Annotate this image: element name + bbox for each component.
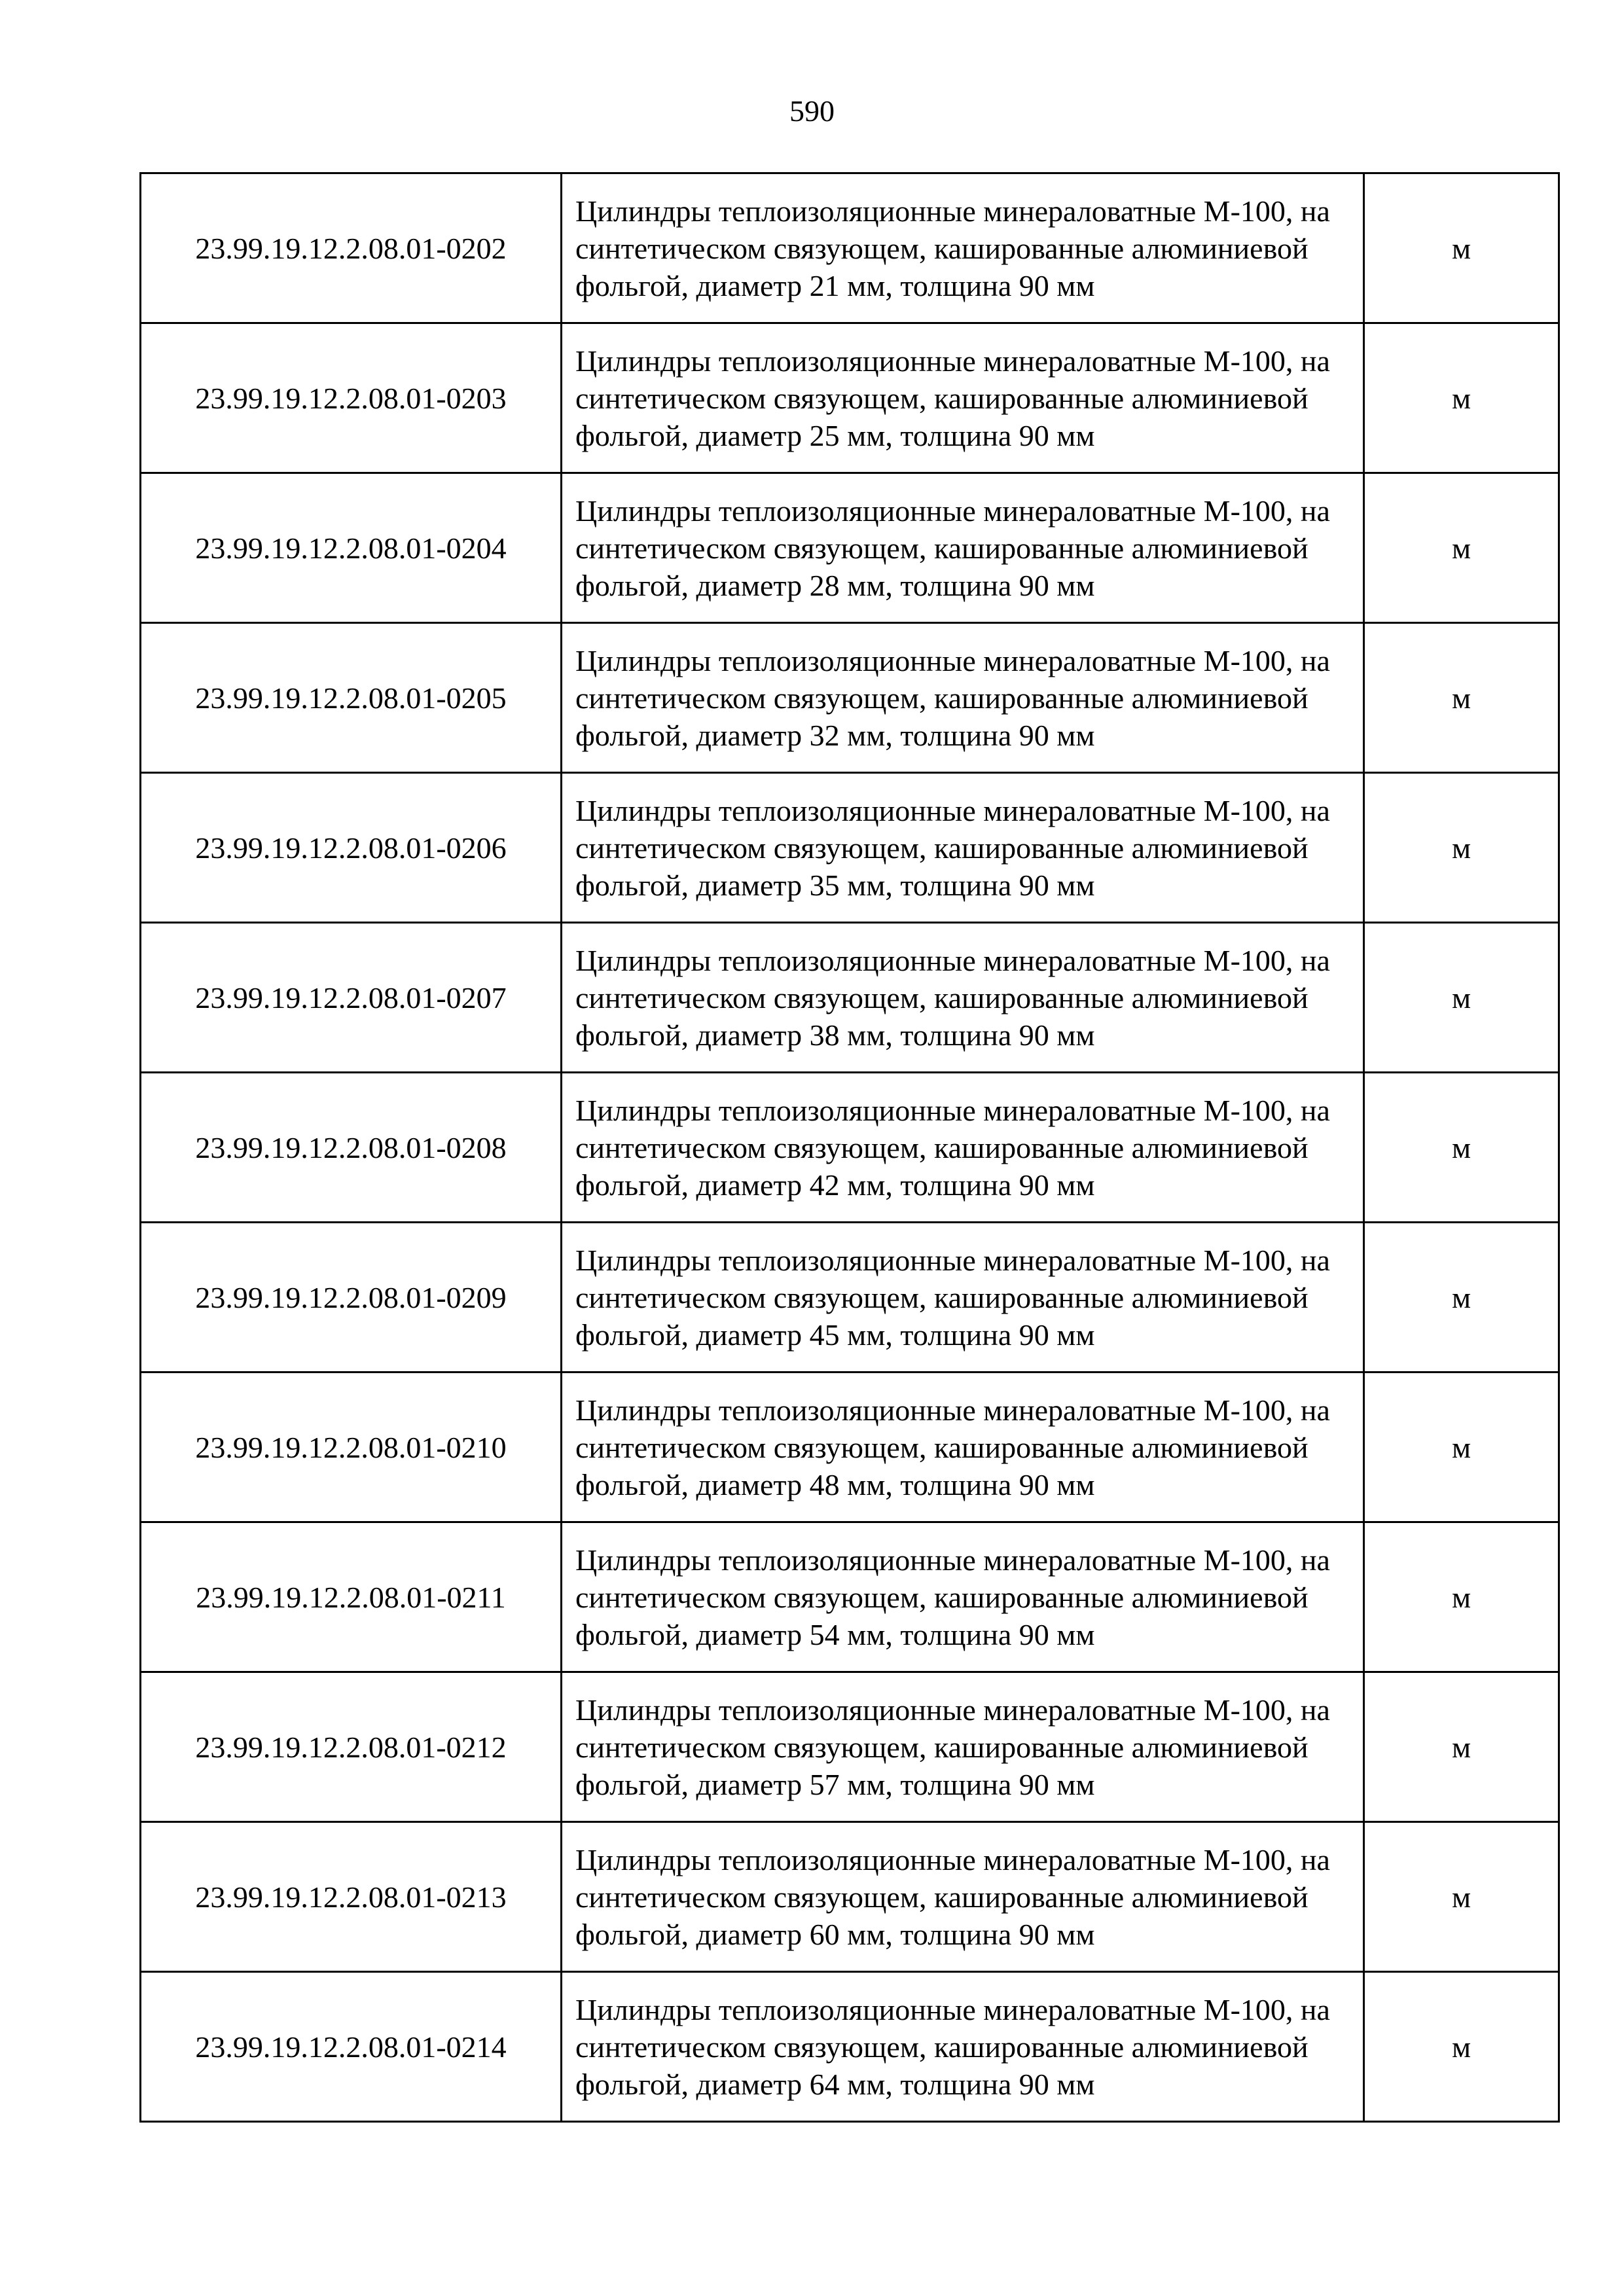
row-name-cell: Цилиндры теплоизоляционные минераловатные М-100, на синтетическом связующем, кашированные алюминиевой фольгой, диаметр 48 мм, толщина 90 мм [562, 1372, 1364, 1522]
row-code-cell: 23.99.19.12.2.08.01-0205 [141, 623, 562, 773]
row-name-cell: Цилиндры теплоизоляционные минераловатные М-100, на синтетическом связующем, кашированные алюминиевой фольгой, диаметр 21 мм, толщина 90 мм [562, 173, 1364, 323]
table-row [141, 923, 1559, 1073]
row-code-cell: 23.99.19.12.2.08.01-0209 [141, 1223, 562, 1372]
page-number: 590 [789, 94, 835, 128]
table-row [141, 623, 1559, 773]
row-code-cell: 23.99.19.12.2.08.01-0207 [141, 923, 562, 1073]
table-body [141, 173, 1559, 2122]
row-code-cell: 23.99.19.12.2.08.01-0213 [141, 1822, 562, 1972]
table-row [141, 1672, 1559, 1822]
row-unit-cell: м [1364, 1522, 1559, 1672]
row-name-cell: Цилиндры теплоизоляционные минераловатные М-100, на синтетическом связующем, кашированные алюминиевой фольгой, диаметр 64 мм, толщина 90 мм [562, 1972, 1364, 2122]
row-name-cell: Цилиндры теплоизоляционные минераловатные М-100, на синтетическом связующем, кашированные алюминиевой фольгой, диаметр 35 мм, толщина 90 мм [562, 773, 1364, 923]
table-row [141, 473, 1559, 623]
row-unit-cell: м [1364, 1822, 1559, 1972]
row-code-cell: 23.99.19.12.2.08.01-0211 [141, 1522, 562, 1672]
row-name-cell: Цилиндры теплоизоляционные минераловатные М-100, на синтетическом связующем, кашированные алюминиевой фольгой, диаметр 54 мм, толщина 90 мм [562, 1522, 1364, 1672]
row-code-cell: 23.99.19.12.2.08.01-0203 [141, 323, 562, 473]
table-row [141, 323, 1559, 473]
row-name-cell: Цилиндры теплоизоляционные минераловатные М-100, на синтетическом связующем, кашированные алюминиевой фольгой, диаметр 45 мм, толщина 90 мм [562, 1223, 1364, 1372]
row-name-cell: Цилиндры теплоизоляционные минераловатные М-100, на синтетическом связующем, кашированные алюминиевой фольгой, диаметр 57 мм, толщина 90 мм [562, 1672, 1364, 1822]
row-code-cell: 23.99.19.12.2.08.01-0206 [141, 773, 562, 923]
row-code-cell: 23.99.19.12.2.08.01-0204 [141, 473, 562, 623]
row-unit-cell: м [1364, 1372, 1559, 1522]
row-unit-cell: м [1364, 1672, 1559, 1822]
table-row [141, 1223, 1559, 1372]
table-row [141, 1822, 1559, 1972]
table-row [141, 1372, 1559, 1522]
row-code-cell: 23.99.19.12.2.08.01-0214 [141, 1972, 562, 2122]
row-unit-cell: м [1364, 1223, 1559, 1372]
table-row [141, 173, 1559, 323]
row-name-cell: Цилиндры теплоизоляционные минераловатные М-100, на синтетическом связующем, кашированные алюминиевой фольгой, диаметр 25 мм, толщина 90 мм [562, 323, 1364, 473]
row-name-cell: Цилиндры теплоизоляционные минераловатные М-100, на синтетическом связующем, кашированные алюминиевой фольгой, диаметр 38 мм, толщина 90 мм [562, 923, 1364, 1073]
row-unit-cell: м [1364, 623, 1559, 773]
row-name-cell: Цилиндры теплоизоляционные минераловатные М-100, на синтетическом связующем, кашированные алюминиевой фольгой, диаметр 28 мм, толщина 90 мм [562, 473, 1364, 623]
row-code-cell: 23.99.19.12.2.08.01-0210 [141, 1372, 562, 1522]
table-row [141, 1073, 1559, 1223]
row-unit-cell: м [1364, 773, 1559, 923]
materials-table [139, 172, 1560, 2123]
row-unit-cell: м [1364, 1073, 1559, 1223]
row-unit-cell: м [1364, 473, 1559, 623]
row-unit-cell: м [1364, 173, 1559, 323]
table-row [141, 1972, 1559, 2122]
row-unit-cell: м [1364, 923, 1559, 1073]
row-unit-cell: м [1364, 1972, 1559, 2122]
row-name-cell: Цилиндры теплоизоляционные минераловатные М-100, на синтетическом связующем, кашированные алюминиевой фольгой, диаметр 42 мм, толщина 90 мм [562, 1073, 1364, 1223]
row-code-cell: 23.99.19.12.2.08.01-0208 [141, 1073, 562, 1223]
table-row [141, 1522, 1559, 1672]
row-code-cell: 23.99.19.12.2.08.01-0212 [141, 1672, 562, 1822]
row-code-cell: 23.99.19.12.2.08.01-0202 [141, 173, 562, 323]
row-name-cell: Цилиндры теплоизоляционные минераловатные М-100, на синтетическом связующем, кашированные алюминиевой фольгой, диаметр 60 мм, толщина 90 мм [562, 1822, 1364, 1972]
table-row [141, 773, 1559, 923]
row-name-cell: Цилиндры теплоизоляционные минераловатные М-100, на синтетическом связующем, кашированные алюминиевой фольгой, диаметр 32 мм, толщина 90 мм [562, 623, 1364, 773]
row-unit-cell: м [1364, 323, 1559, 473]
